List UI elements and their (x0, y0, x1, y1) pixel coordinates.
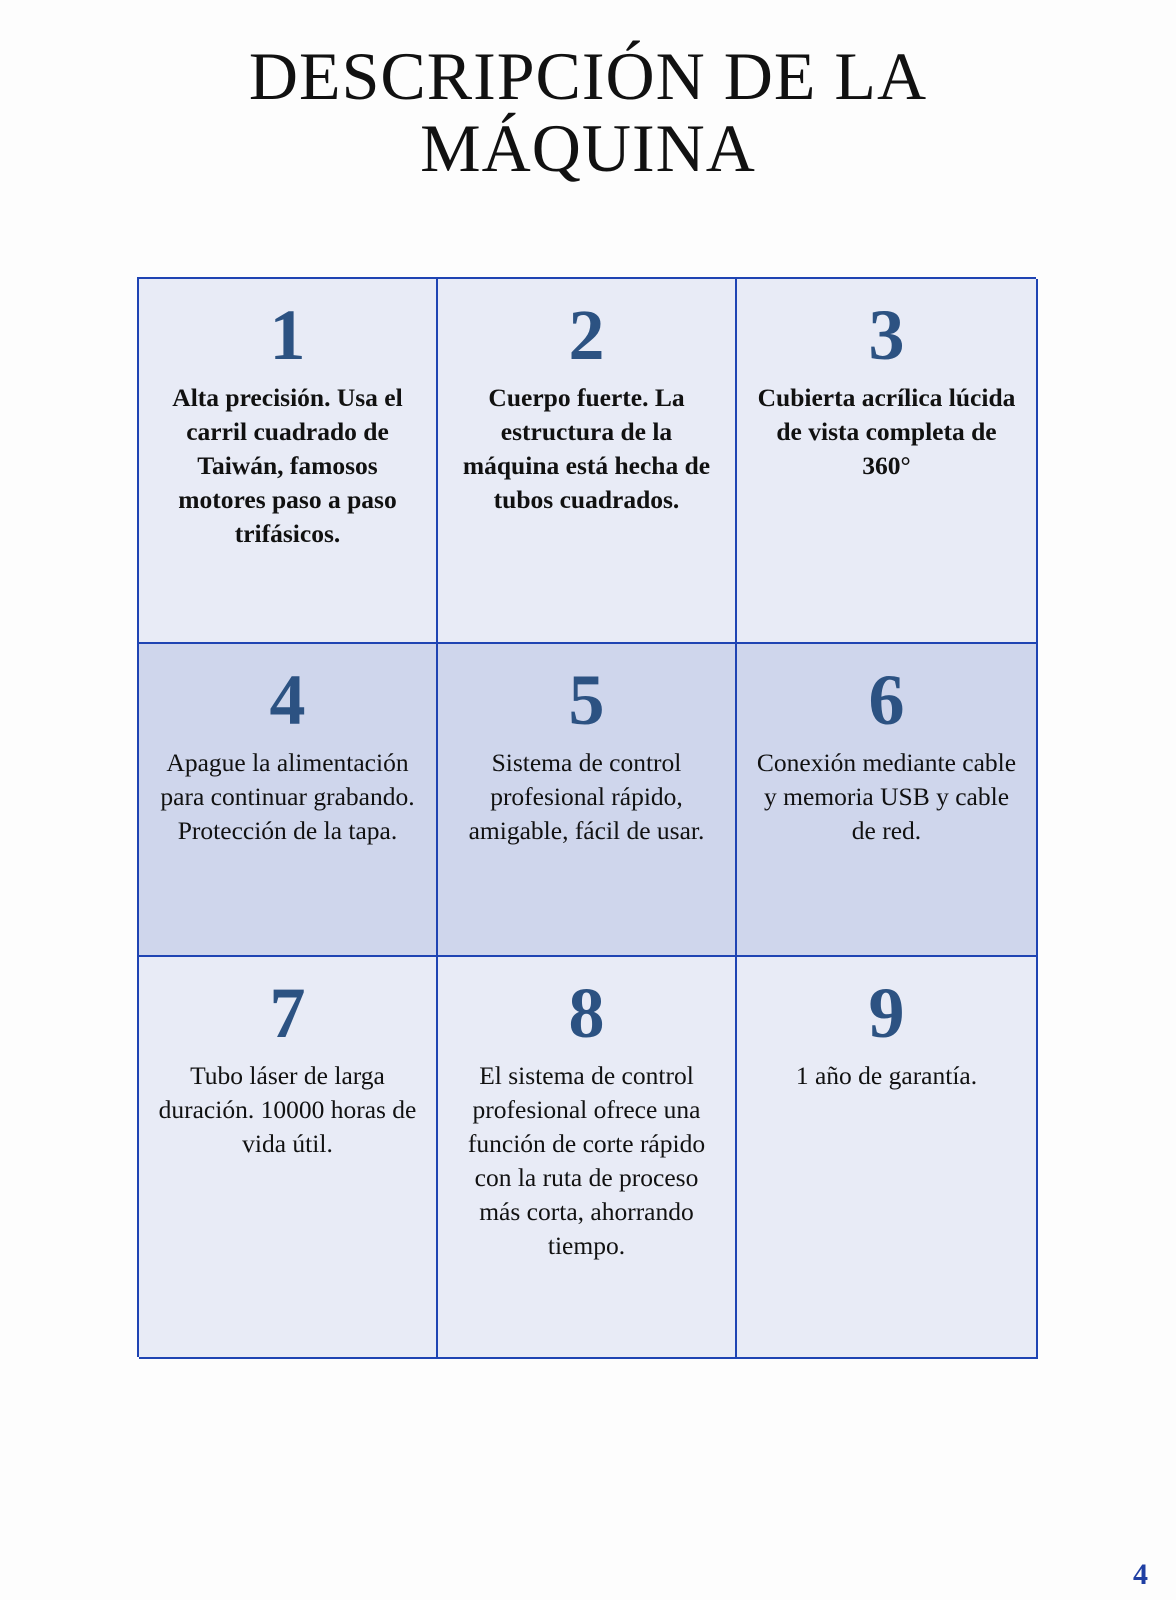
feature-number: 6 (868, 660, 905, 740)
feature-number: 1 (269, 295, 306, 375)
feature-number: 2 (568, 295, 605, 375)
feature-cell-2 (438, 279, 737, 644)
feature-number: 9 (868, 973, 905, 1053)
feature-description: Conexión mediante cable y memoria USB y cable de red. (756, 748, 1017, 845)
feature-number: 7 (269, 973, 306, 1053)
page-title (0, 40, 1176, 184)
feature-cell-9 (737, 957, 1038, 1359)
feature-description: Tubo láser de larga duración. 10000 horas de vida útil. (158, 1061, 417, 1158)
feature-description: Sistema de control profesional rápido, amigable, fácil de usar. (468, 748, 705, 845)
page-title-line-2: MÁQUINA (420, 110, 756, 186)
feature-number: 3 (868, 295, 905, 375)
feature-description: Apague la alimentación para continuar grabando. Protección de la tapa. (160, 748, 415, 845)
feature-description: 1 año de garantía. (795, 1061, 978, 1090)
feature-number: 5 (568, 660, 605, 740)
feature-cell-3 (737, 279, 1038, 644)
feature-number: 8 (568, 973, 605, 1053)
feature-cell-6 (737, 644, 1038, 957)
feature-cell-4 (139, 644, 438, 957)
feature-description: El sistema de control profesional ofrece una función de corte rápido con la ruta de proceso más corta, ahorrando tiempo. (467, 1061, 706, 1260)
page-number: 4 (1133, 1558, 1148, 1591)
feature-description: Cubierta acrílica lúcida de vista completa de 360° (757, 383, 1016, 480)
feature-cell-8 (438, 957, 737, 1359)
feature-cell-5 (438, 644, 737, 957)
feature-number: 4 (269, 660, 306, 740)
page-title-line-1: DESCRIPCIÓN DE LA (248, 38, 928, 114)
feature-description: Alta precisión. Usa el carril cuadrado de Taiwán, famosos motores paso a paso trifásicos. (172, 383, 403, 548)
feature-cell-1 (139, 279, 438, 644)
feature-grid (137, 277, 1036, 1357)
feature-cell-7 (139, 957, 438, 1359)
feature-description: Cuerpo fuerte. La estructura de la máquina está hecha de tubos cuadrados. (462, 383, 711, 514)
